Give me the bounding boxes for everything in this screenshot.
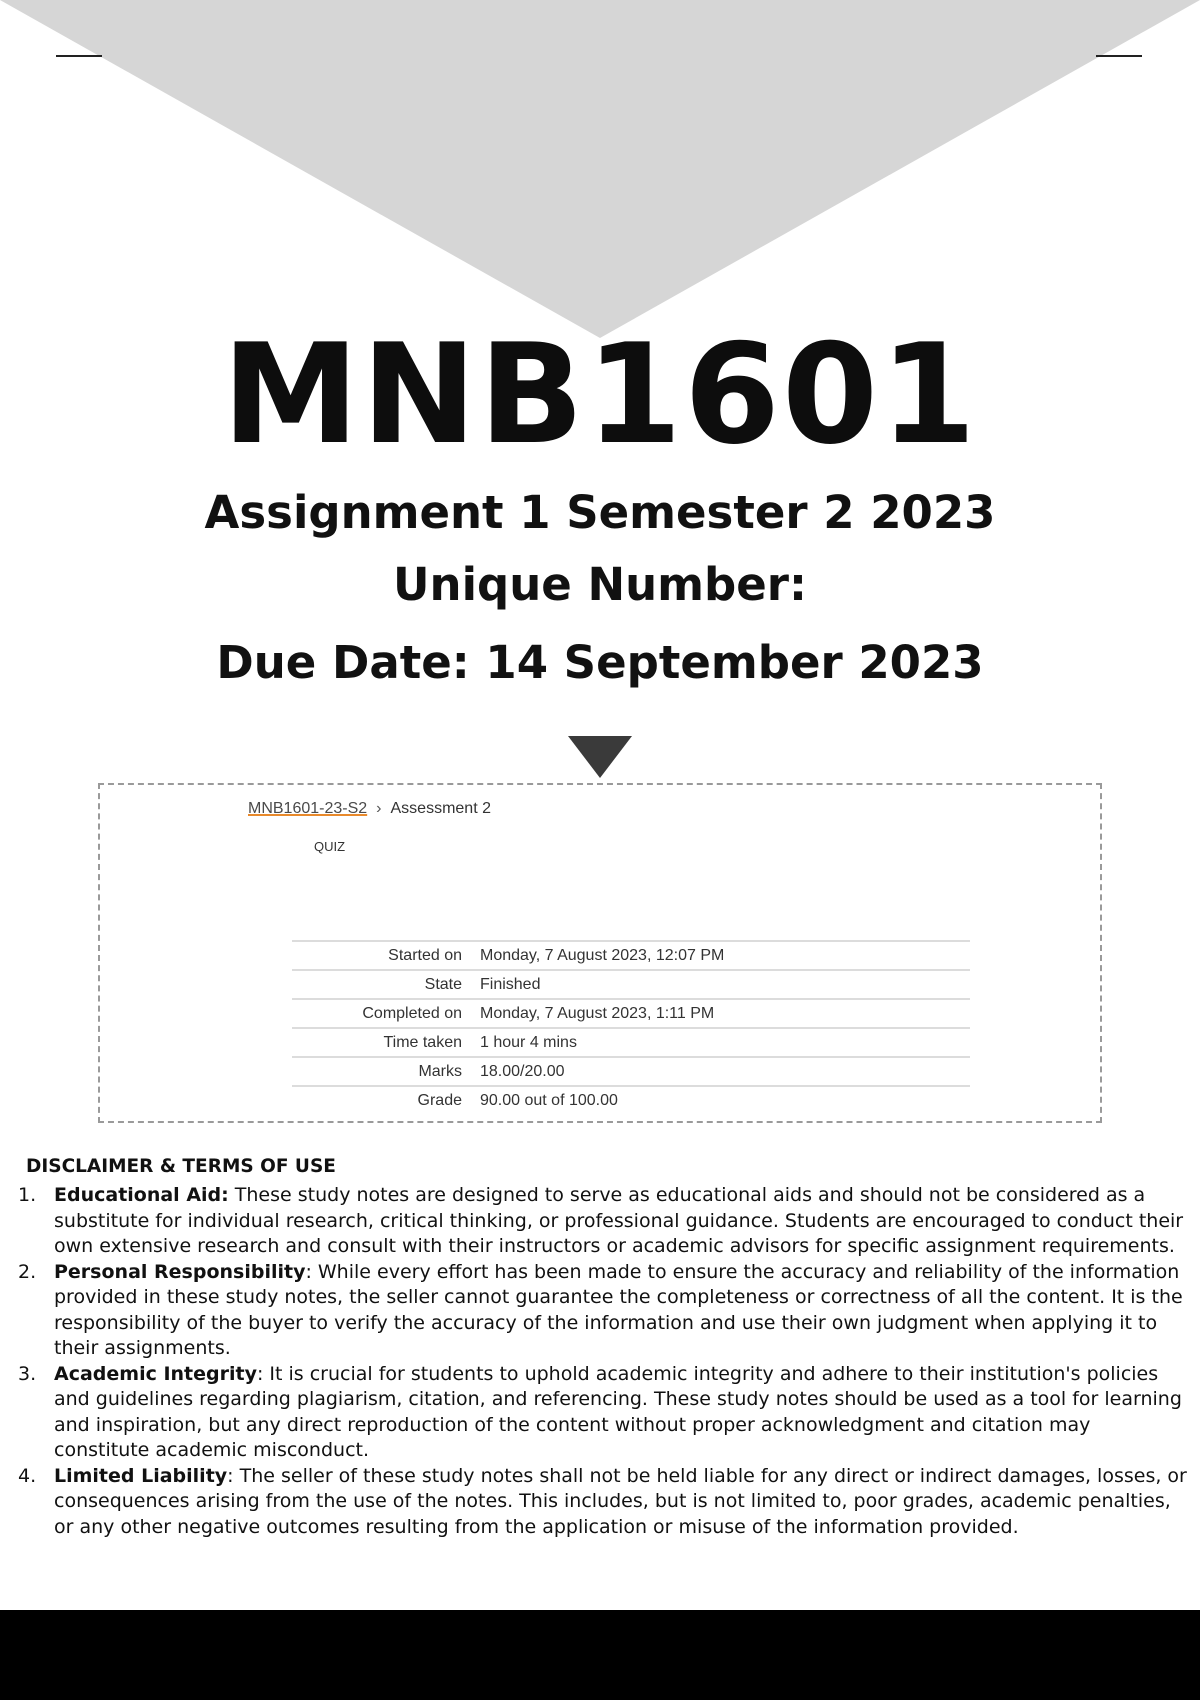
term-text: : While every effort has been made to ensure the accuracy and reliability of the information provided in these study notes, the seller cannot guarantee the completeness or correctness of all the content. It is the responsibility of the buyer to verify the accuracy of the information and use their own judgment when applying it to their assignments. xyxy=(54,1260,1183,1359)
item-number: 3. xyxy=(18,1362,37,1385)
list-item xyxy=(18,1464,1188,1541)
footer-bar xyxy=(0,1610,1200,1700)
row-key: Completed on xyxy=(362,1004,462,1022)
down-triangle-icon xyxy=(568,736,632,778)
table-row xyxy=(292,1057,970,1086)
table-row xyxy=(292,1086,970,1114)
disclaimer-heading: DISCLAIMER & TERMS OF USE xyxy=(26,1156,336,1177)
terms-list xyxy=(18,1183,1188,1540)
corner-rule-left xyxy=(56,55,102,57)
row-value: Finished xyxy=(480,975,541,993)
row-value: 1 hour 4 mins xyxy=(480,1033,577,1051)
row-value: Monday, 7 August 2023, 1:11 PM xyxy=(480,1004,715,1022)
row-key: State xyxy=(424,975,462,993)
row-key: Time taken xyxy=(383,1033,462,1051)
row-value: 90.00 out of 100.00 xyxy=(480,1091,618,1109)
term-heading: Academic Integrity xyxy=(54,1362,257,1385)
item-number: 4. xyxy=(18,1464,37,1487)
term-heading: Limited Liability xyxy=(54,1464,228,1487)
chevron-right-icon: › xyxy=(376,800,382,817)
quiz-summary-screenshot xyxy=(98,783,1102,1123)
table-row xyxy=(292,970,970,999)
term-text: : It is crucial for students to uphold academic integrity and adhere to their institution's policies and guidelines regarding plagiarism, citation, and referencing. These study notes should be used as a tool for learning and inspiration, but any direct reproduction of the content without proper acknowledgment and citation may constitute academic misconduct. xyxy=(54,1362,1182,1461)
corner-rule-right xyxy=(1096,55,1142,57)
course-code-title: MNB1601 xyxy=(221,314,979,475)
section-label: QUIZ xyxy=(314,839,346,854)
term-heading: Educational Aid: xyxy=(54,1184,229,1206)
term-text: : The seller of these study notes shall not be held liable for any direct or indirect damages, losses, or consequences arising from the use of the notes. This includes, but is not limited to, poor grades, academic penalties, or any other negative outcomes resulting from the application or misuse of the information provided. xyxy=(54,1464,1187,1538)
term-text: These study notes are designed to serve as educational aids and should not be considered as a substitute for individual research, critical thinking, or professional guidance. Students are encouraged to conduct their own extensive research and consult with their instructors or academic advisors for specific assignment requirements. xyxy=(54,1184,1184,1257)
list-item xyxy=(18,1183,1188,1260)
list-item xyxy=(18,1260,1188,1362)
table-row xyxy=(292,1028,970,1057)
breadcrumb xyxy=(248,800,491,818)
row-key: Started on xyxy=(388,946,462,964)
unique-number-label: Unique Number: xyxy=(393,558,807,611)
top-banner-chevron xyxy=(0,0,1200,340)
breadcrumb-current: Assessment 2 xyxy=(390,800,491,817)
item-number: 2. xyxy=(18,1260,37,1283)
breadcrumb-course-link[interactable]: MNB1601-23-S2 xyxy=(248,800,368,817)
quiz-summary-table xyxy=(292,940,970,1114)
due-date-label: Due Date: 14 September 2023 xyxy=(216,636,984,689)
row-value: 18.00/20.00 xyxy=(480,1062,565,1080)
row-key: Marks xyxy=(418,1062,462,1080)
row-key: Grade xyxy=(417,1091,462,1109)
item-number: 1. xyxy=(18,1184,37,1206)
term-heading: Personal Responsibility xyxy=(54,1260,306,1283)
list-item xyxy=(18,1362,1188,1464)
table-row xyxy=(292,999,970,1028)
table-row xyxy=(292,941,970,970)
row-value: Monday, 7 August 2023, 12:07 PM xyxy=(480,946,725,964)
assignment-subtitle: Assignment 1 Semester 2 2023 xyxy=(204,486,996,539)
